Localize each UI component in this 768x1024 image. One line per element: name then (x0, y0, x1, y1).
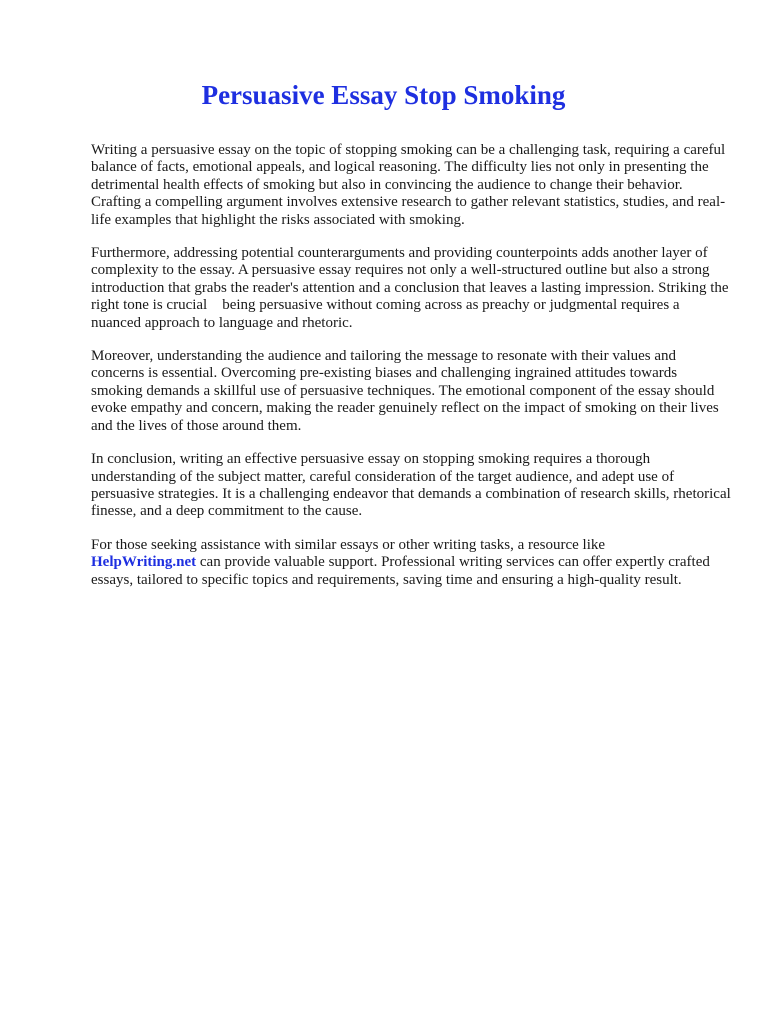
paragraph-5 (91, 537, 731, 589)
helpwriting-link[interactable]: HelpWriting.net (91, 554, 197, 571)
page-title: Persuasive Essay Stop Smoking (201, 80, 566, 110)
paragraph-2: Furthermore, addressing potential counterarguments and providing counterpoints adds another layer of complexity to the essay. A persuasive essay requires not only a well-structured outline but also a strong introduction that grabs the reader's attention and a conclusion that leaves a lasting impression. Striking the right tone is crucial being persuasive without coming across as preachy or judgmental requires a nuanced approach to language and rhetoric. (91, 245, 733, 331)
paragraph-5-rest: can provide valuable support. Professional writing services can offer expertly crafted essays, tailored to specific topics and requirements, saving time and ensuring a high-quality result. (91, 554, 710, 588)
paragraph-5-intro: For those seeking assistance with similar essays or other writing tasks, a resource like (91, 536, 606, 553)
paragraph-4: In conclusion, writing an effective persuasive essay on stopping smoking requires a thorough understanding of the subject matter, careful consideration of the target audience, and adept use of persuasive strategies. It is a challenging endeavor that demands a combination of research skills, rhetorical finesse, and a deep commitment to the cause. (91, 451, 731, 520)
paragraph-1: Writing a persuasive essay on the topic of stopping smoking can be a challenging task, requiring a careful balance of facts, emotional appeals, and logical reasoning. The difficulty lies not only in presenting the detrimental health effects of smoking but also in convincing the audience to change their behavior. Crafting a compelling argument involves extensive research to gather relevant statistics, studies, and real-life examples that highlight the risks associated with smoking. (91, 142, 726, 228)
paragraph-3: Moreover, understanding the audience and tailoring the message to resonate with their values and concerns is essential. Overcoming pre-existing biases and challenging ingrained attitudes towards smoking demands a skillful use of persuasive techniques. The emotional component of the essay should evoke empathy and concern, making the reader genuinely reflect on the impact of smoking on their lives and the lives of those around them. (91, 348, 719, 434)
